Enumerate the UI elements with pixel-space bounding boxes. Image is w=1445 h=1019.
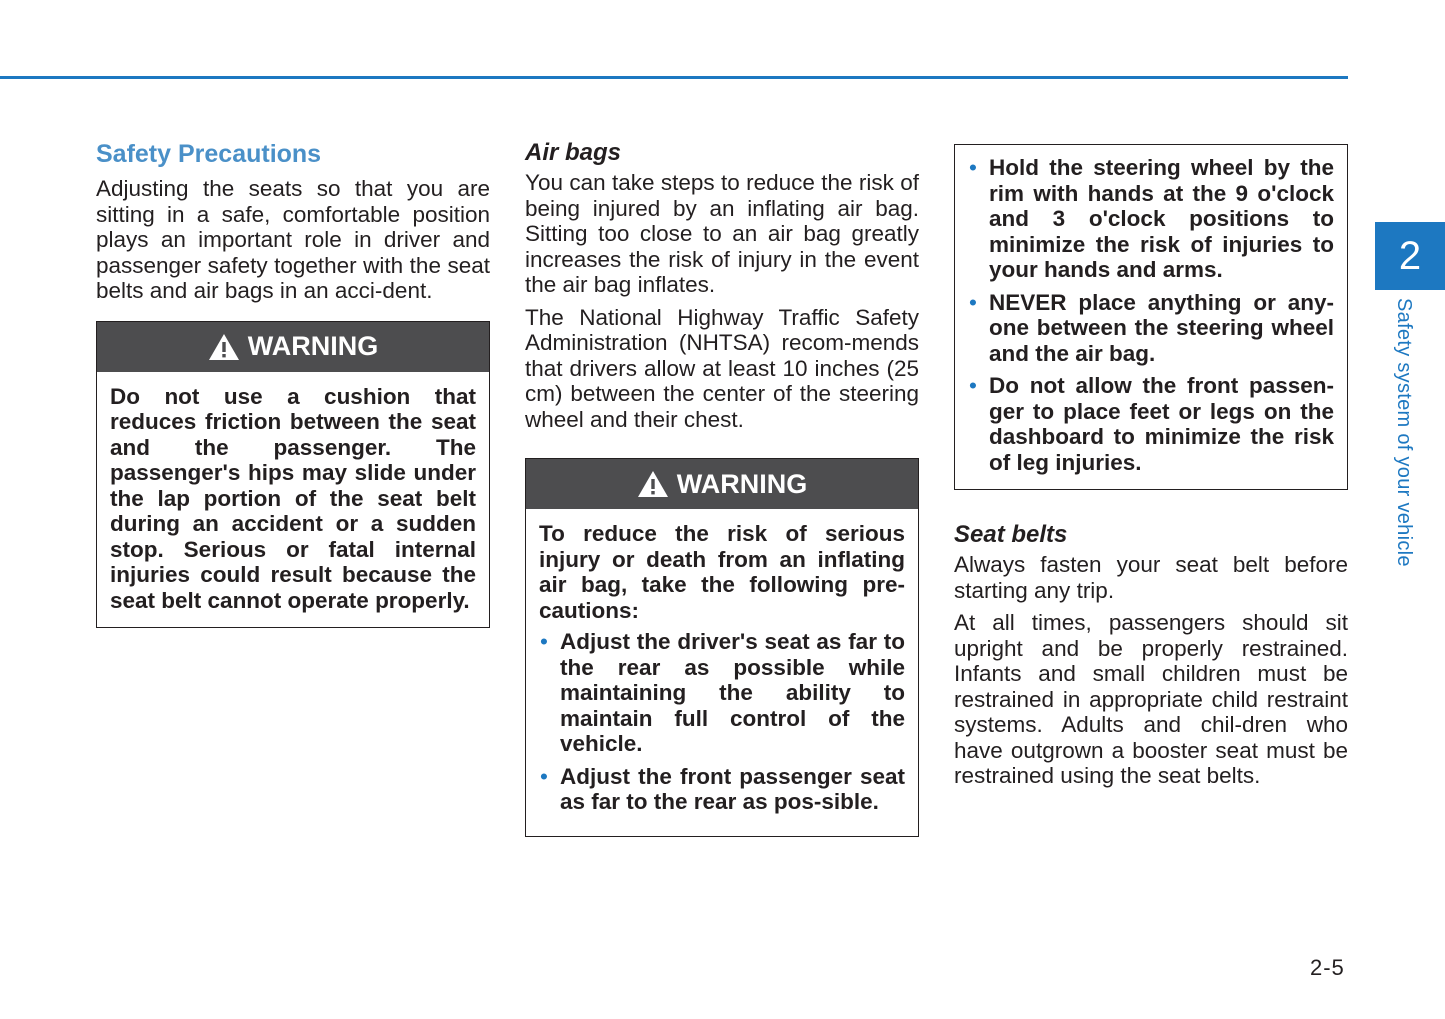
section-title-air-bags: Air bags (525, 139, 622, 166)
column-safety-precautions (96, 138, 490, 628)
warning-triangle-icon (208, 333, 240, 361)
warning-intro: To reduce the risk of serious injury or death from an inflating air bag, take the following pre-cautions: (539, 521, 905, 623)
header-rule (0, 76, 1348, 79)
warning-text: Do not use a cushion that reduces friction between the seat and the passenger. The passenger's hips may slide under the lap portion of the seat belt during an accident or a sudden stop. Serious or fatal internal injuries could result because the seat belt cannot operate properly. (110, 383, 476, 613)
section-title-seat-belts: Seat belts (954, 521, 1068, 548)
warning-header (97, 322, 489, 372)
list-item (539, 764, 905, 815)
chapter-number-tab: 2 (1375, 222, 1445, 290)
continued-warning-box (954, 144, 1348, 490)
warning-header (526, 459, 918, 509)
list-item (968, 155, 1334, 283)
section-title-safety-precautions: Safety Precautions (96, 140, 322, 168)
list-item (968, 290, 1334, 367)
list-item-text: Adjust the front passenger seat as far to the rear as pos-sible. (560, 763, 905, 814)
list-item (968, 373, 1334, 475)
air-bags-paragraph: You can take steps to reduce the risk of being injured by an inflating air bag. Sitting too close to an air bag greatly increases the risk of injury in the event the air bag inflates. (525, 170, 919, 297)
list-item-text: Do not allow the front passen-ger to place feet or legs on the dashboard to minimize the risk of leg injuries. (989, 373, 1334, 475)
intro-paragraph: Adjusting the seats so that you are sitting in a safe, comfortable position plays an important role in driver and passenger safety together with the seat belts and air bags in an acci-dent. (96, 176, 490, 303)
bullet-icon: • (969, 373, 977, 398)
warning-bullet-list (968, 155, 1334, 475)
list-item-text: NEVER place anything or any-one between the steering wheel and the air bag. (989, 289, 1334, 366)
warning-box-air-bags (525, 458, 919, 837)
bullet-icon: • (969, 155, 977, 180)
warning-bullet-list (539, 629, 905, 815)
warning-triangle-icon (637, 470, 669, 498)
warning-heading: WARNING (676, 468, 808, 499)
list-item (539, 629, 905, 757)
list-item-text: Hold the steering wheel by the rim with hands at the 9 o'clock and 3 o'clock positions to minimize the risk of injuries to your hands and arms. (989, 155, 1334, 282)
bullet-icon: • (540, 629, 548, 654)
column-air-bags (525, 138, 919, 837)
seat-belts-paragraph: At all times, passengers should sit upright and be properly restrained. Infants and small children must be restrained in appropriate child restraint systems. Adults and chil-dren who have outgrown a booster seat must be restrained using the seat belts. (954, 610, 1348, 788)
air-bags-paragraph: The National Highway Traffic Safety Administration (NHTSA) recom-mends that drivers allow at least 10 inches (25 cm) between the center of the steering wheel and their chest. (525, 304, 919, 432)
warning-heading: WARNING (247, 331, 379, 361)
list-item-text: Adjust the driver's seat as far to the rear as possible while maintaining the ability to maintain full control of the vehicle. (560, 629, 905, 756)
bullet-icon: • (540, 763, 548, 789)
seat-belts-paragraph: Always fasten your seat belt before starting any trip. (954, 552, 1348, 603)
page-number: 2-5 (1310, 955, 1345, 980)
warning-box-cushion (96, 321, 490, 629)
column-seat-belts (954, 144, 1348, 796)
chapter-label: Safety system of your vehicle (1393, 298, 1415, 567)
bullet-icon: • (969, 289, 977, 315)
